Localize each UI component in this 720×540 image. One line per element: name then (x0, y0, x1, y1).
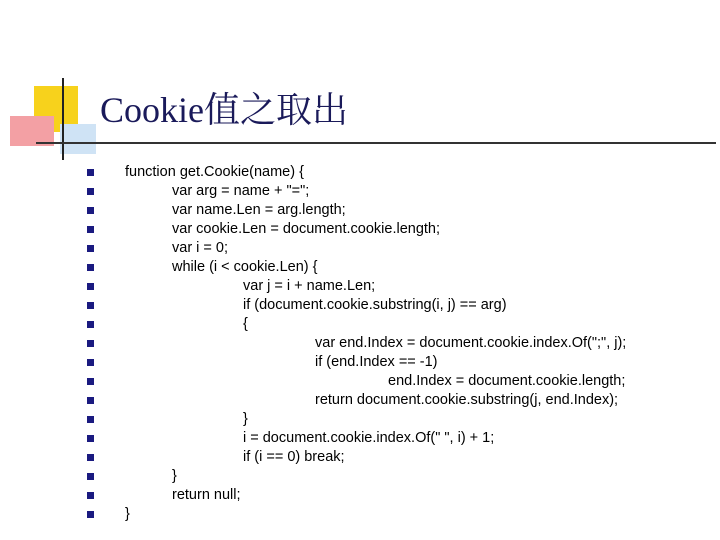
code-text: if (end.Index == -1) (315, 354, 438, 370)
square-bullet-icon (87, 264, 94, 271)
square-bullet-icon (87, 416, 94, 423)
title-underline (36, 142, 716, 144)
code-line (0, 353, 720, 372)
code-line (0, 315, 720, 334)
square-bullet-icon (87, 207, 94, 214)
square-bullet-icon (87, 454, 94, 461)
code-text: while (i < cookie.Len) { (172, 259, 318, 275)
square-bullet-icon (87, 245, 94, 252)
code-text: } (172, 468, 177, 484)
code-line (0, 239, 720, 258)
code-text: end.Index = document.cookie.length; (388, 373, 626, 389)
code-text: var i = 0; (172, 240, 229, 256)
code-text: if (document.cookie.substring(i, j) == arg) (243, 297, 507, 313)
code-text: return document.cookie.substring(j, end.Index); (315, 392, 619, 408)
code-text: var name.Len = arg.length; (172, 202, 346, 218)
square-bullet-icon (87, 511, 94, 518)
decorative-blue-square (60, 124, 96, 154)
code-line (0, 486, 720, 505)
code-text: var end.Index = document.cookie.index.Of(";", j); (315, 335, 627, 351)
code-line (0, 448, 720, 467)
slide-title: Cookie值之取出 (100, 90, 348, 130)
square-bullet-icon (87, 188, 94, 195)
code-text: } (243, 411, 248, 427)
code-text: } (125, 506, 130, 522)
square-bullet-icon (87, 473, 94, 480)
square-bullet-icon (87, 359, 94, 366)
code-text: { (243, 316, 248, 332)
code-line (0, 296, 720, 315)
decorative-vertical-line (62, 78, 64, 160)
code-line (0, 372, 720, 391)
square-bullet-icon (87, 340, 94, 347)
code-line (0, 220, 720, 239)
code-text: function get.Cookie(name) { (125, 164, 304, 180)
code-text: if (i == 0) break; (243, 449, 345, 465)
code-line (0, 467, 720, 486)
code-line (0, 429, 720, 448)
code-line (0, 163, 720, 182)
code-line (0, 334, 720, 353)
code-listing (0, 163, 720, 524)
code-line (0, 505, 720, 524)
code-line (0, 258, 720, 277)
square-bullet-icon (87, 321, 94, 328)
code-line (0, 201, 720, 220)
code-text: i = document.cookie.index.Of(" ", i) + 1; (243, 430, 495, 446)
code-text: var j = i + name.Len; (243, 278, 376, 294)
square-bullet-icon (87, 435, 94, 442)
square-bullet-icon (87, 378, 94, 385)
code-line (0, 277, 720, 296)
square-bullet-icon (87, 302, 94, 309)
square-bullet-icon (87, 492, 94, 499)
square-bullet-icon (87, 169, 94, 176)
code-line (0, 410, 720, 429)
square-bullet-icon (87, 283, 94, 290)
code-line (0, 182, 720, 201)
code-text: var arg = name + "="; (172, 183, 310, 199)
square-bullet-icon (87, 226, 94, 233)
code-text: var cookie.Len = document.cookie.length; (172, 221, 441, 237)
code-line (0, 391, 720, 410)
square-bullet-icon (87, 397, 94, 404)
code-text: return null; (172, 487, 241, 503)
